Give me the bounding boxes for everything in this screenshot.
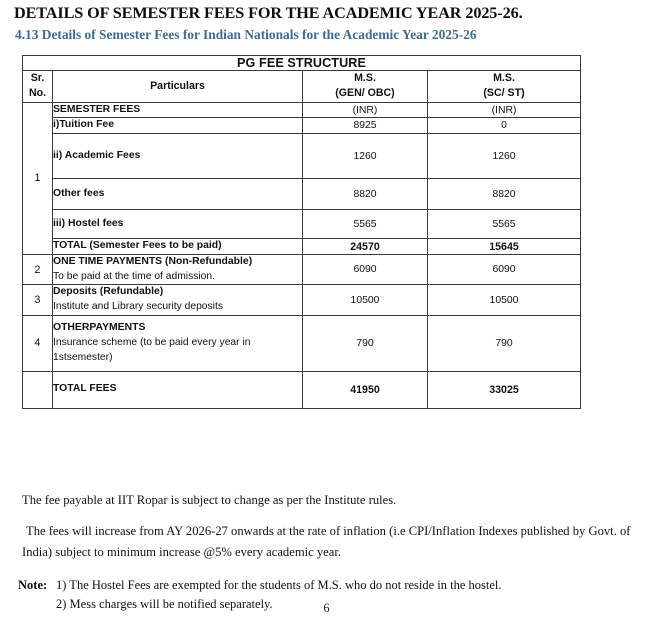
header-sr-no-line2: No. bbox=[28, 87, 47, 100]
row-value-sc-st: (INR) bbox=[428, 102, 581, 118]
row-particulars bbox=[53, 118, 303, 134]
fee-table-container bbox=[22, 55, 580, 409]
row-value-gen-obc: (INR) bbox=[303, 102, 428, 118]
note-item-1: 1) The Hostel Fees are exempted for the students of M.S. who do not reside in the hostel. bbox=[56, 578, 502, 592]
row-value-sc-st: 6090 bbox=[428, 255, 581, 285]
table-row bbox=[23, 134, 581, 179]
row-value-gen-obc: 790 bbox=[303, 315, 428, 371]
header-ms-gen-obc-line1: M.S. bbox=[354, 72, 376, 84]
row-sr-no: 1 bbox=[23, 102, 53, 254]
row-value-gen-obc: 5565 bbox=[303, 210, 428, 239]
table-row-total-fees bbox=[23, 371, 581, 408]
row-particulars-main: TOTAL (Semester Fees to be paid) bbox=[53, 240, 222, 252]
table-header-row bbox=[23, 71, 581, 103]
pg-fee-structure-table bbox=[22, 55, 581, 409]
row-sr-no: 3 bbox=[23, 285, 53, 315]
row-particulars-main: ii) Academic Fees bbox=[53, 149, 141, 161]
header-ms-gen-obc bbox=[303, 71, 428, 103]
row-value-gen-obc: 8820 bbox=[303, 179, 428, 210]
row-particulars-main: Deposits (Refundable) bbox=[53, 286, 164, 298]
row-particulars-main: TOTAL FEES bbox=[53, 383, 117, 395]
row-particulars-main: Other fees bbox=[53, 187, 105, 199]
row-particulars bbox=[53, 239, 303, 255]
table-row bbox=[23, 179, 581, 210]
row-particulars bbox=[53, 255, 303, 285]
row-value-sc-st: 10500 bbox=[428, 285, 581, 315]
row-value-sc-st: 1260 bbox=[428, 134, 581, 179]
row-particulars-main: iii) Hostel fees bbox=[53, 217, 124, 229]
row-particulars-sub: To be paid at the time of admission. bbox=[53, 270, 215, 282]
header-ms-sc-st-line1: M.S. bbox=[493, 72, 515, 84]
header-ms-sc-st bbox=[428, 71, 581, 103]
page-number: 6 bbox=[323, 601, 330, 615]
row-value-gen-obc: 6090 bbox=[303, 255, 428, 285]
section-subtitle: 4.13 Details of Semester Fees for Indian Nationals for the Academic Year 2025-26 bbox=[15, 27, 477, 42]
header-ms-gen-obc-line2: (GEN/ OBC) bbox=[335, 87, 395, 100]
header-sr-no-line1: Sr. bbox=[30, 72, 45, 84]
row-particulars-main: OTHERPAYMENTS bbox=[53, 322, 146, 334]
row-particulars bbox=[53, 371, 303, 408]
row-particulars bbox=[53, 315, 303, 371]
table-row bbox=[23, 285, 581, 315]
table-row bbox=[23, 118, 581, 134]
row-value-sc-st: 5565 bbox=[428, 210, 581, 239]
note-label: Note: bbox=[18, 578, 48, 592]
row-value-gen-obc: 41950 bbox=[303, 371, 428, 408]
row-value-sc-st: 8820 bbox=[428, 179, 581, 210]
row-value-sc-st: 0 bbox=[428, 118, 581, 134]
row-particulars-main: SEMESTER FEES bbox=[53, 103, 141, 115]
header-particulars: Particulars bbox=[53, 71, 303, 103]
footer-notes bbox=[22, 490, 647, 573]
footer-paragraph-fee-change: The fee payable at IIT Ropar is subject to change as per the Institute rules. bbox=[22, 493, 397, 507]
page-title: DETAILS OF SEMESTER FEES FOR THE ACADEMIC YEAR 2025-26. bbox=[14, 4, 523, 22]
row-value-gen-obc: 24570 bbox=[303, 239, 428, 255]
table-row bbox=[23, 255, 581, 285]
header-sr-no bbox=[23, 71, 53, 103]
header-ms-sc-st-line2: (SC/ ST) bbox=[483, 87, 525, 100]
row-value-sc-st: 790 bbox=[428, 315, 581, 371]
row-value-sc-st: 33025 bbox=[428, 371, 581, 408]
footer-paragraph-fee-increase: The fees will increase from AY 2026-27 onwards at the rate of inflation (i.e CPI/Inflation Indexes published by Govt. of India) subject to minimum increase @5% every academic year. bbox=[22, 524, 631, 559]
table-banner-title: PG FEE STRUCTURE bbox=[23, 56, 581, 71]
note-item-2: 2) Mess charges will be notified separately. bbox=[56, 596, 273, 611]
row-value-sc-st: 15645 bbox=[428, 239, 581, 255]
table-row-total-semester bbox=[23, 239, 581, 255]
row-sr-no bbox=[23, 371, 53, 408]
table-row bbox=[23, 210, 581, 239]
row-particulars bbox=[53, 285, 303, 315]
row-particulars bbox=[53, 102, 303, 118]
row-particulars-main: i)Tuition Fee bbox=[53, 119, 114, 131]
row-value-gen-obc: 1260 bbox=[303, 134, 428, 179]
row-particulars bbox=[53, 134, 303, 179]
table-banner-row bbox=[23, 56, 581, 71]
table-row bbox=[23, 102, 581, 118]
row-particulars-main: ONE TIME PAYMENTS (Non-Refundable) bbox=[53, 256, 253, 268]
row-value-gen-obc: 10500 bbox=[303, 285, 428, 315]
row-particulars-sub: Institute and Library security deposits bbox=[53, 301, 223, 313]
row-sr-no: 4 bbox=[23, 315, 53, 371]
table-row bbox=[23, 315, 581, 371]
row-particulars-sub: Insurance scheme (to be paid every year in 1stsemester) bbox=[53, 337, 251, 363]
row-particulars bbox=[53, 210, 303, 239]
row-value-gen-obc: 8925 bbox=[303, 118, 428, 134]
row-particulars bbox=[53, 179, 303, 210]
row-sr-no: 2 bbox=[23, 255, 53, 285]
